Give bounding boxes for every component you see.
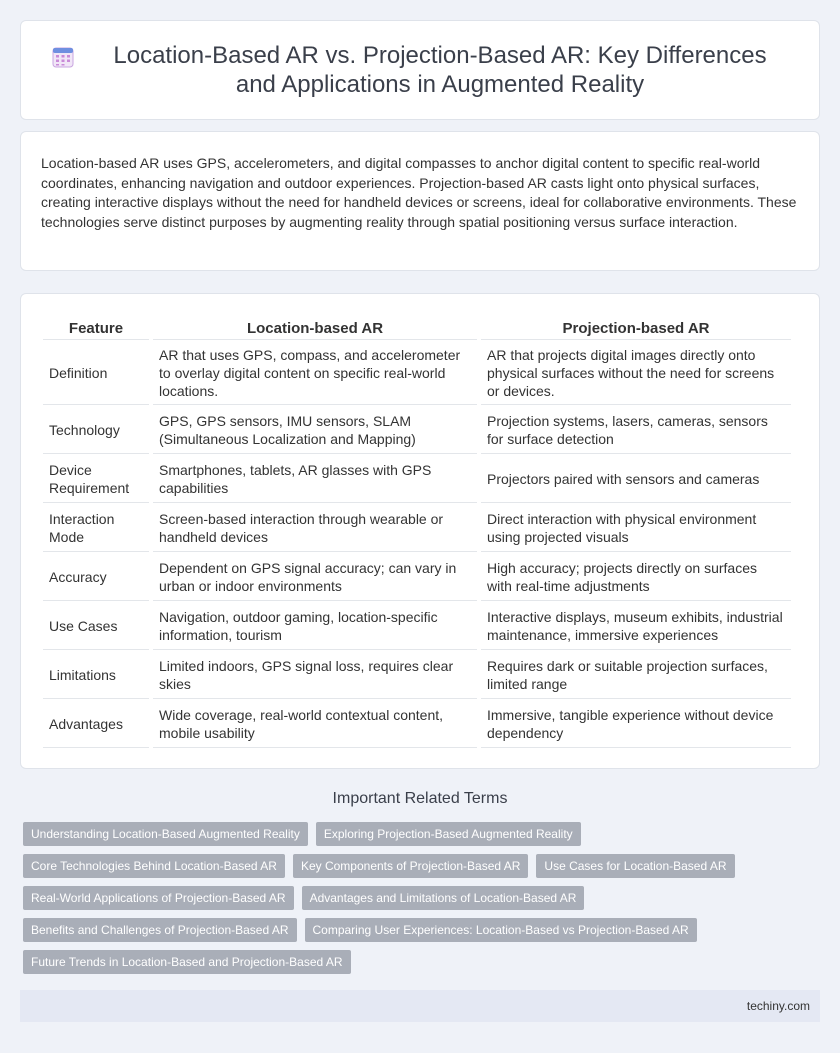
feature-cell: Interaction Mode	[43, 505, 149, 552]
location-cell: Screen-based interaction through wearable or handheld devices	[153, 505, 477, 552]
location-cell: Smartphones, tablets, AR glasses with GPS capabilities	[153, 456, 477, 503]
column-header-projection-ar: Projection-based AR	[481, 314, 791, 340]
related-term-tag[interactable]: Key Components of Projection-Based AR	[293, 854, 528, 878]
table-row	[43, 342, 791, 405]
location-cell: AR that uses GPS, compass, and accelerometer to overlay digital content on specific real-world locations.	[153, 342, 477, 405]
footer	[20, 990, 820, 1022]
feature-cell: Advantages	[43, 701, 149, 748]
column-header-location-ar: Location-based AR	[153, 314, 477, 340]
comparison-table-card	[20, 293, 820, 769]
related-term-tag[interactable]: Future Trends in Location-Based and Projection-Based AR	[23, 950, 351, 974]
title-wrap	[51, 41, 789, 99]
table-row	[43, 603, 791, 650]
table-row	[43, 652, 791, 699]
footer-site-link[interactable]: techiny.com	[746, 999, 810, 1013]
related-term-tag[interactable]: Understanding Location-Based Augmented Reality	[23, 822, 308, 846]
related-term-tag[interactable]: Comparing User Experiences: Location-Based vs Projection-Based AR	[305, 918, 697, 942]
feature-cell: Accuracy	[43, 554, 149, 601]
table-row	[43, 407, 791, 454]
table-row	[43, 554, 791, 601]
intro-text: Location-based AR uses GPS, accelerometers, and digital compasses to anchor digital content to specific real-world coordinates, enhancing navigation and outdoor experiences. Projection-based AR casts light onto physical surfaces, creating interactive displays without the need for handheld devices or screens, ideal for collaborative environments. These technologies serve distinct purposes by augmenting reality through spatial positioning versus surface interaction.	[41, 155, 797, 230]
location-cell: Wide coverage, real-world contextual content, mobile usability	[153, 701, 477, 748]
projection-cell: Projection systems, lasers, cameras, sensors for surface detection	[481, 407, 791, 454]
feature-cell: Use Cases	[43, 603, 149, 650]
calendar-grid-icon	[51, 45, 75, 69]
column-header-feature: Feature	[43, 314, 149, 340]
location-cell: Navigation, outdoor gaming, location-specific information, tourism	[153, 603, 477, 650]
table-row	[43, 505, 791, 552]
title-card	[20, 20, 820, 120]
related-term-tag[interactable]: Benefits and Challenges of Projection-Based AR	[23, 918, 297, 942]
related-term-tag[interactable]: Core Technologies Behind Location-Based AR	[23, 854, 285, 878]
related-term-tag[interactable]: Use Cases for Location-Based AR	[536, 854, 734, 878]
feature-cell: Device Requirement	[43, 456, 149, 503]
projection-cell: Direct interaction with physical environment using projected visuals	[481, 505, 791, 552]
related-term-tag[interactable]: Exploring Projection-Based Augmented Reality	[316, 822, 581, 846]
related-term-tag[interactable]: Advantages and Limitations of Location-Based AR	[302, 886, 585, 910]
location-cell: GPS, GPS sensors, IMU sensors, SLAM (Simultaneous Localization and Mapping)	[153, 407, 477, 454]
comparison-table	[39, 312, 795, 750]
projection-cell: High accuracy; projects directly on surfaces with real-time adjustments	[481, 554, 791, 601]
feature-cell: Definition	[43, 342, 149, 405]
projection-cell: Immersive, tangible experience without device dependency	[481, 701, 791, 748]
location-cell: Dependent on GPS signal accuracy; can vary in urban or indoor environments	[153, 554, 477, 601]
related-terms-tags	[23, 822, 803, 974]
projection-cell: AR that projects digital images directly onto physical surfaces without the need for screens or devices.	[481, 342, 791, 405]
table-header-row	[43, 314, 791, 340]
table-row	[43, 456, 791, 503]
page-title: Location-Based AR vs. Projection-Based AR: Key Differences and Applications in Augmented Reality	[113, 42, 767, 98]
feature-cell: Technology	[43, 407, 149, 454]
related-term-tag[interactable]: Real-World Applications of Projection-Based AR	[23, 886, 294, 910]
intro-card	[20, 131, 820, 271]
table-row	[43, 701, 791, 748]
related-terms-heading: Important Related Terms	[332, 790, 508, 807]
projection-cell: Requires dark or suitable projection surfaces, limited range	[481, 652, 791, 699]
projection-cell: Projectors paired with sensors and cameras	[481, 456, 791, 503]
location-cell: Limited indoors, GPS signal loss, requires clear skies	[153, 652, 477, 699]
feature-cell: Limitations	[43, 652, 149, 699]
projection-cell: Interactive displays, museum exhibits, industrial maintenance, immersive experiences	[481, 603, 791, 650]
